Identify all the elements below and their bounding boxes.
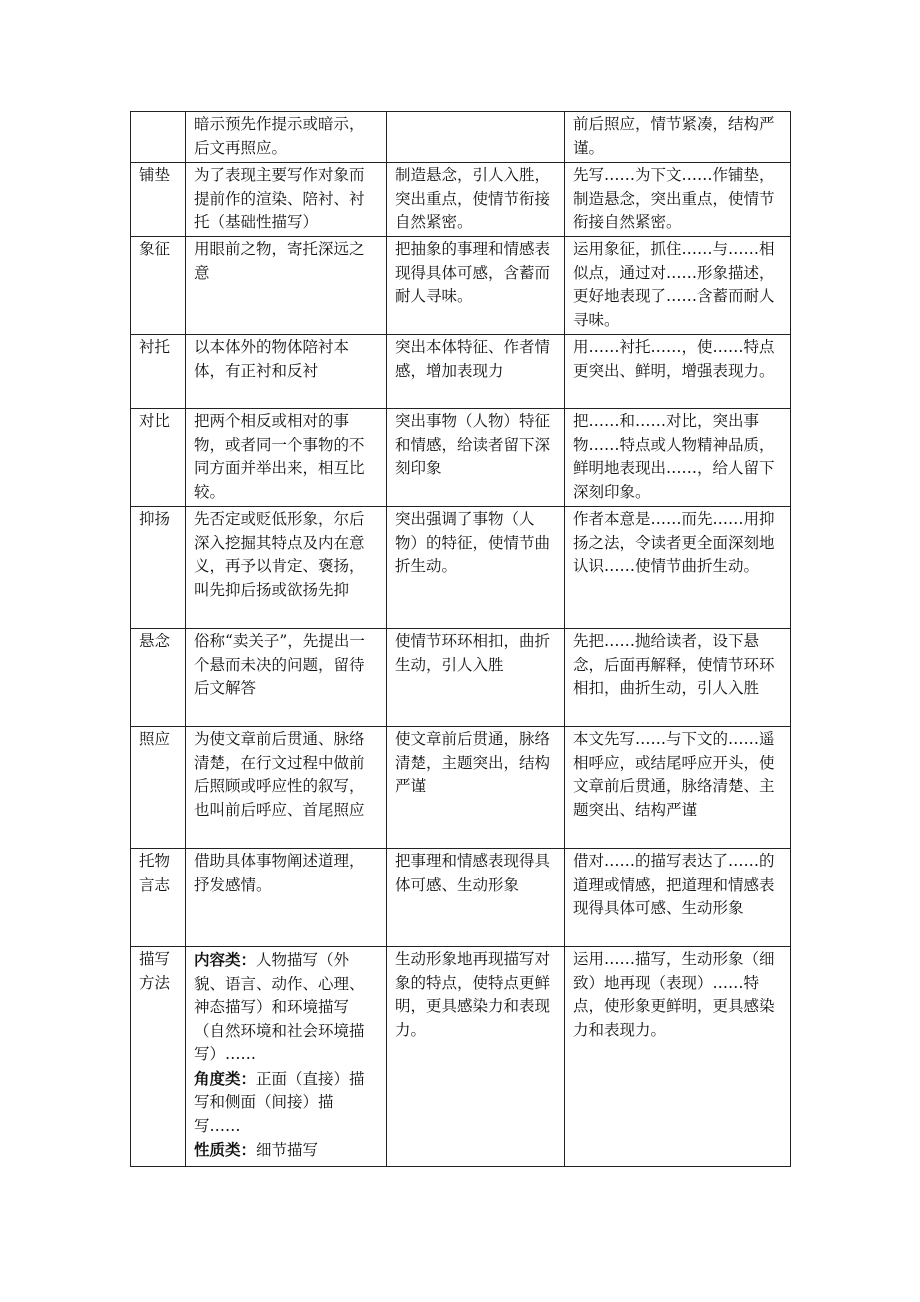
technique-name: 对比	[131, 409, 186, 507]
technique-effect: 突出强调了事物（人物）的特征，使情节曲折生动。	[387, 507, 565, 629]
table-row	[131, 727, 791, 849]
technique-effect: 把抽象的事理和情感表现得具体可感，含蓄而耐人寻味。	[387, 237, 565, 335]
technique-name: 描写方法	[131, 947, 186, 1167]
technique-definition	[186, 947, 387, 1167]
technique-name: 抑扬	[131, 507, 186, 629]
technique-effect: 制造悬念，引人入胜，突出重点，使情节衔接自然紧密。	[387, 163, 565, 237]
table-body	[131, 112, 791, 1167]
content-category-text: 人物描写（外貌、语言、动作、心理、神态描写）和环境描写（自然环境和社会环境描写）……	[194, 951, 365, 1063]
technique-effect: 突出事物（人物）特征和情感，给读者留下深刻印象	[387, 409, 565, 507]
table-row	[131, 409, 791, 507]
technique-name	[131, 112, 186, 163]
technique-name: 照应	[131, 727, 186, 849]
technique-definition: 用眼前之物，寄托深远之意	[186, 237, 387, 335]
answer-template: 先写……为下文……作铺垫，制造悬念，突出重点，使情节衔接自然紧密。	[565, 163, 791, 237]
table-row	[131, 947, 791, 1167]
answer-template: 先把……抛给读者，设下悬念，后面再解释，使情节环环相扣，曲折生动，引人入胜	[565, 629, 791, 727]
answer-template: 借对……的描写表达了……的道理或情感，把道理和情感表现得具体可感、生动形象	[565, 849, 791, 947]
table-row	[131, 163, 791, 237]
technique-effect: 生动形象地再现描写对象的特点，使特点更鲜明，更具感染力和表现力。	[387, 947, 565, 1167]
technique-name: 铺垫	[131, 163, 186, 237]
technique-name: 象征	[131, 237, 186, 335]
technique-definition: 为了表现主要写作对象而提前作的渲染、陪衬、衬托（基础性描写）	[186, 163, 387, 237]
answer-template: 用……衬托……，使……特点更突出、鲜明，增强表现力。	[565, 335, 791, 409]
technique-definition: 借助具体事物阐述道理，抒发感情。	[186, 849, 387, 947]
angle-category-text: 正面（直接）描写和侧面（间接）描写……	[194, 1069, 365, 1135]
table-row	[131, 112, 791, 163]
technique-name: 衬托	[131, 335, 186, 409]
nature-category-label: 性质类：	[194, 1140, 257, 1159]
technique-definition: 以本体外的物体陪衬本体，有正衬和反衬	[186, 335, 387, 409]
table-row	[131, 507, 791, 629]
technique-definition: 俗称“卖关子”，先提出一个悬而未决的问题，留待后文解答	[186, 629, 387, 727]
table-row	[131, 849, 791, 947]
answer-template: 作者本意是……而先……用抑扬之法，令读者更全面深刻地认识……使情节曲折生动。	[565, 507, 791, 629]
table-row	[131, 335, 791, 409]
technique-definition: 为使文章前后贯通、脉络清楚，在行文过程中做前后照顾或呼应性的叙写，也叫前后呼应、首尾照应	[186, 727, 387, 849]
technique-definition: 暗示预先作提示或暗示，后文再照应。	[186, 112, 387, 163]
content-category-label: 内容类：	[194, 950, 257, 969]
answer-template: 把……和……对比，突出事物……特点或人物精神品质，鲜明地表现出……，给人留下深刻印象。	[565, 409, 791, 507]
angle-category-label: 角度类：	[194, 1068, 257, 1088]
technique-effect: 使文章前后贯通，脉络清楚，主题突出，结构严谨	[387, 727, 565, 849]
answer-template: 运用……描写，生动形象（细致）地再现（表现）……特点，使形象更鲜明，更具感染力和表现力。	[565, 947, 791, 1167]
technique-effect: 使情节环环相扣，曲折生动，引人入胜	[387, 629, 565, 727]
technique-name: 托物言志	[131, 849, 186, 947]
rhetoric-techniques-table	[130, 111, 791, 1167]
table-row	[131, 237, 791, 335]
technique-effect: 把事理和情感表现得具体可感、生动形象	[387, 849, 565, 947]
answer-template: 本文先写……与下文的……遥相呼应，或结尾呼应开头，使文章前后贯通，脉络清楚、主题突出、结构严谨	[565, 727, 791, 849]
technique-definition: 先否定或贬低形象，尔后深入挖掘其特点及内在意义，再予以肯定、褒扬，叫先抑后扬或欲扬先抑	[186, 507, 387, 629]
technique-effect: 突出本体特征、作者情感，增加表现力	[387, 335, 565, 409]
answer-template: 前后照应，情节紧凑，结构严谨。	[565, 112, 791, 163]
technique-name: 悬念	[131, 629, 186, 727]
nature-category-text: 细节描写	[256, 1141, 319, 1159]
technique-effect	[387, 112, 565, 163]
table-row	[131, 629, 791, 727]
technique-definition: 把两个相反或相对的事物，或者同一个事物的不同方面并举出来，相互比较。	[186, 409, 387, 507]
answer-template: 运用象征，抓住……与……相似点，通过对……形象描述，更好地表现了……含蓄而耐人寻味。	[565, 237, 791, 335]
